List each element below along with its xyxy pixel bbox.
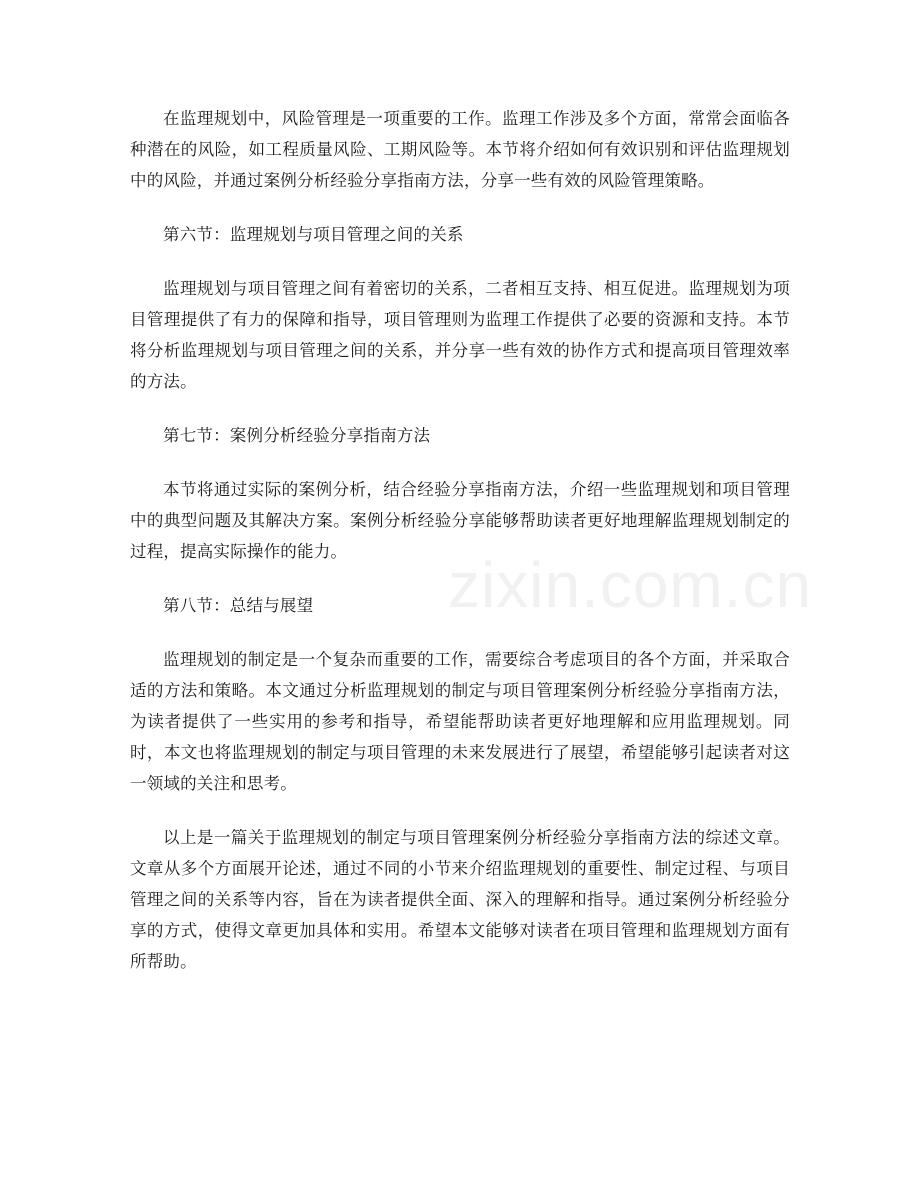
paragraph-relationship: 监理规划与项目管理之间有着密切的关系，二者相互支持、相互促进。监理规划为项目管理提供了有力的保障和指导，项目管理则为监理工作提供了必要的资源和支持。本节将分析监理规划与项目管理之间的关系，并分享一些有效的协作方式和提高项目管理效率的方法。 [130,279,790,391]
site-watermark: zixin.com.cn [448,549,813,621]
document-body [130,103,790,1000]
paragraph-risk-management: 在监理规划中，风险管理是一项重要的工作。监理工作涉及多个方面，常常会面临各种潜在的风险，如工程质量风险、工期风险等。本节将介绍如何有效识别和评估监理规划中的风险，并通过案例分析经验分享指南方法，分享一些有效的风险管理策略。 [130,109,790,190]
paragraph-case-analysis: 本节将通过实际的案例分析，结合经验分享指南方法，介绍一些监理规划和项目管理中的典型问题及其解决方案。案例分析经验分享能够帮助读者更好地理解监理规划制定的过程，提高实际操作的能力。 [130,480,790,561]
paragraph-conclusion: 以上是一篇关于监理规划的制定与项目管理案例分析经验分享指南方法的综述文章。文章从多个方面展开论述，通过不同的小节来介绍监理规划的重要性、制定过程、与项目管理之间的关系等内容，旨在为读者提供全面、深入的理解和指导。通过案例分析经验分享的方式，使得文章更加具体和实用。希望本文能够对读者在项目管理和监理规划方面有所帮助。 [130,828,790,971]
section-heading-7: 第七节：案例分析经验分享指南方法 [163,426,431,445]
paragraph-summary: 监理规划的制定是一个复杂而重要的工作，需要综合考虑项目的各个方面，并采取合适的方法和策略。本文通过分析监理规划的制定与项目管理案例分析经验分享指南方法，为读者提供了一些实用的参考和指导，希望能帮助读者更好地理解和应用监理规划。同时，本文也将监理规划的制定与项目管理的未来发展进行了展望，希望能够引起读者对这一领域的关注和思考。 [130,650,790,793]
section-heading-8: 第八节：总结与展望 [163,596,314,615]
section-heading-6: 第六节：监理规划与项目管理之间的关系 [163,225,464,244]
